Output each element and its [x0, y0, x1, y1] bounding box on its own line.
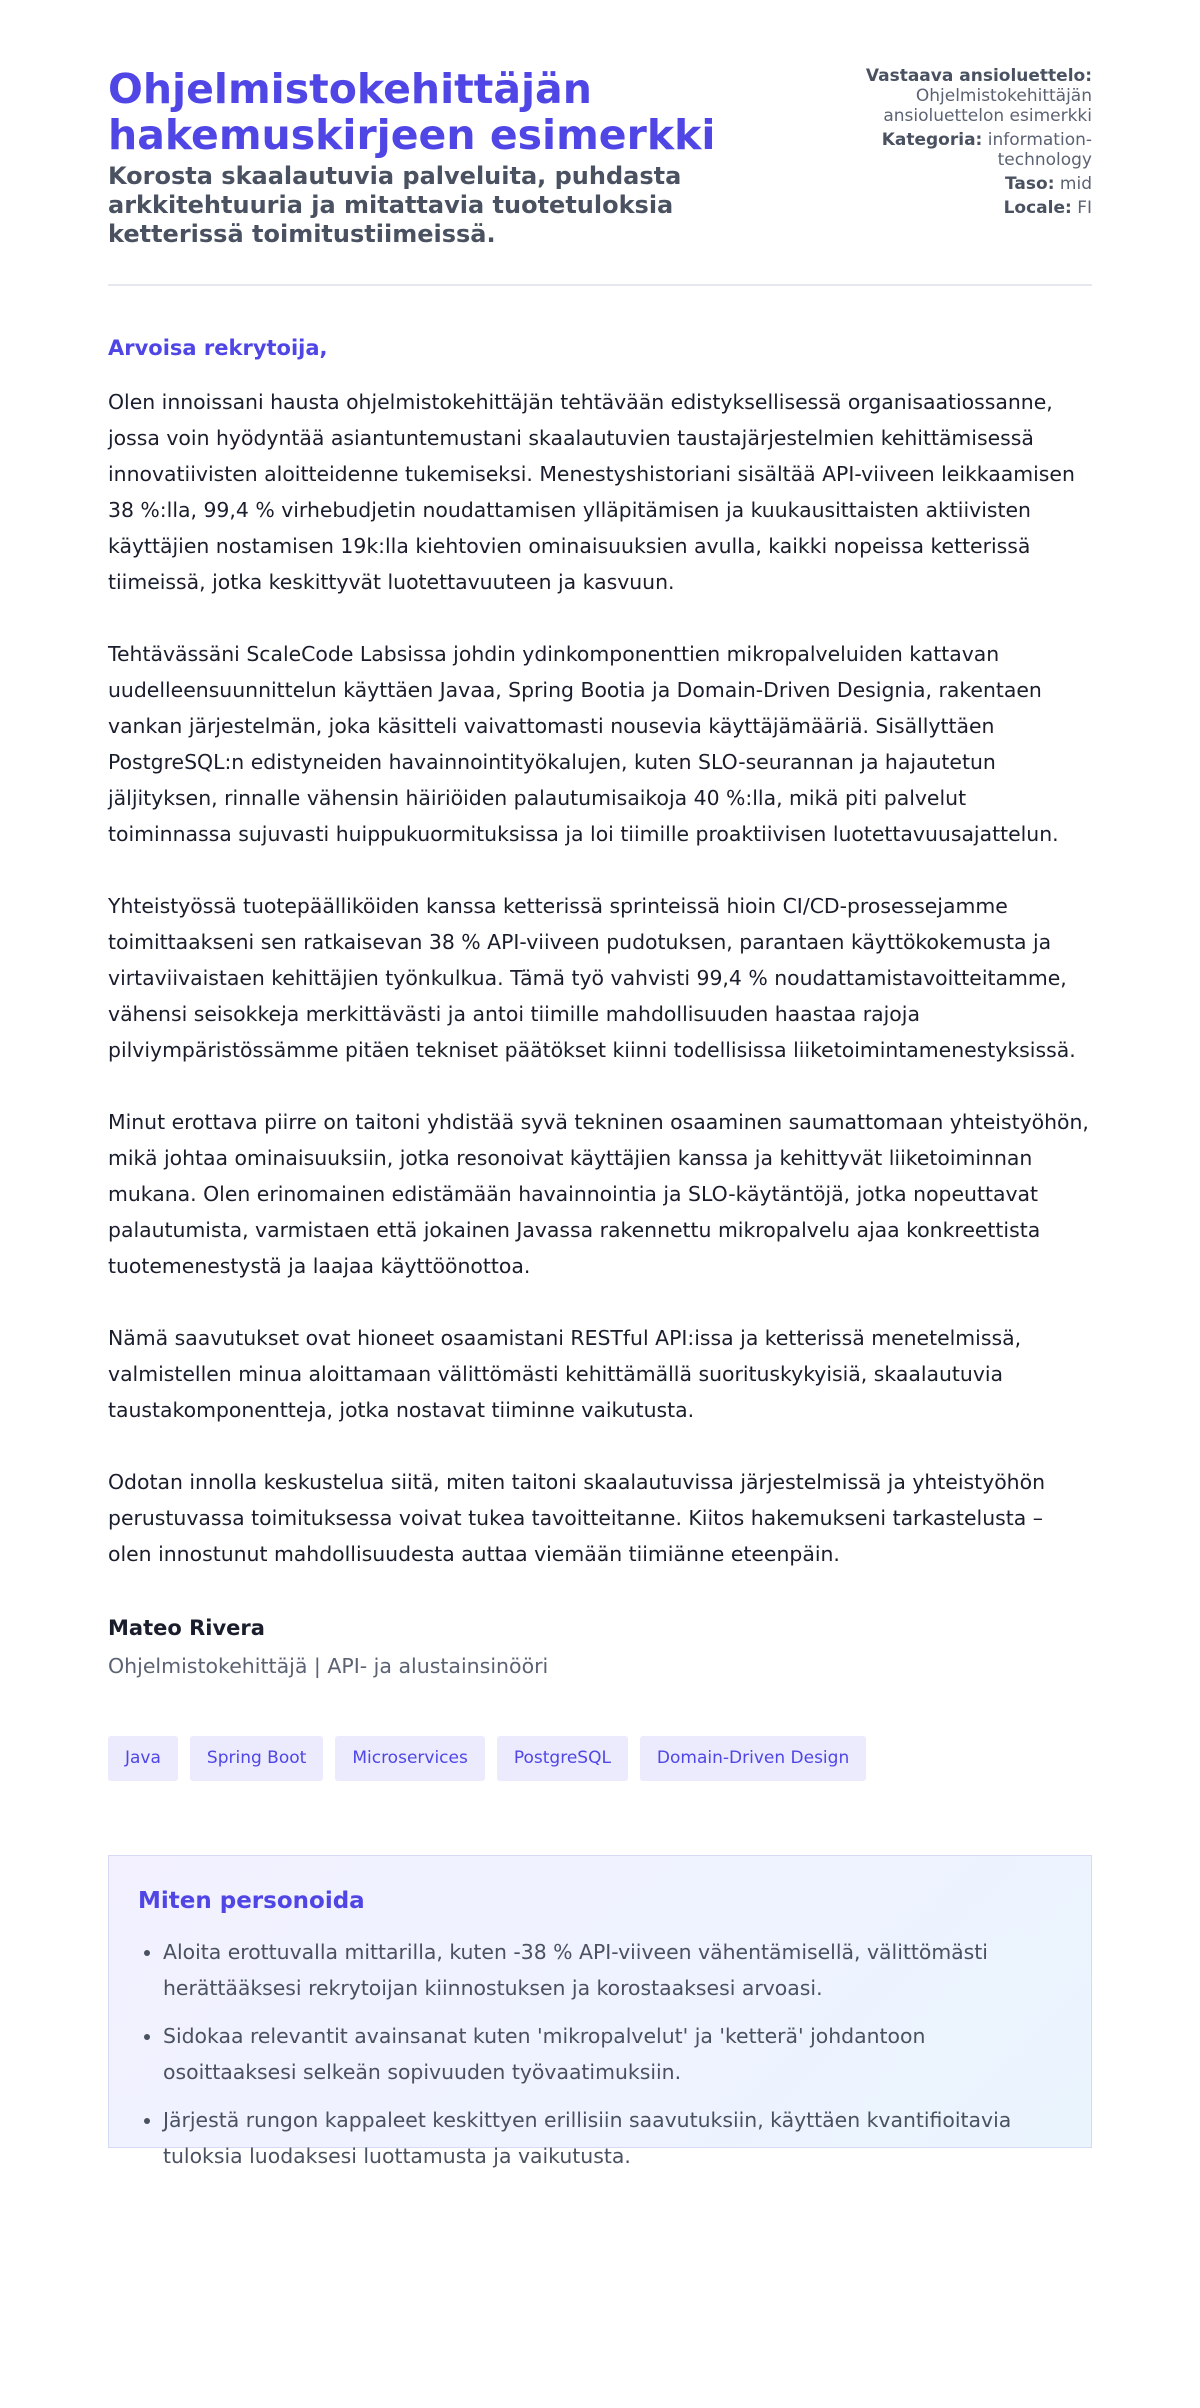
skill-tag: Domain-Driven Design — [640, 1736, 866, 1781]
page-header — [108, 0, 1092, 286]
meta-level — [832, 174, 1092, 194]
meta-value: mid — [1059, 174, 1092, 194]
skill-tag: PostgreSQL — [497, 1736, 628, 1781]
meta-key: Locale: — [1003, 198, 1072, 218]
meta-key: Taso: — [1005, 174, 1055, 194]
meta-key: Kategoria: — [881, 130, 983, 150]
letter-paragraph: Nämä saavutukset ovat hioneet osaamistani RESTful API:issa ja ketterissä menetelmissä, valmistellen minua aloittamaan välittömästi kehittämällä suorituskykyisiä, skaalautuvia taustakomponentteja, jotka nostavat tiiminne vaikutusta. — [108, 1326, 1022, 1422]
letter-paragraph: Minut erottava piirre on taitoni yhdistää syvä tekninen osaaminen saumattomaan yhteistyöhön, mikä johtaa ominaisuuksiin, jotka resonoivat käyttäjien kanssa ja kehittyvät liiketoiminnan mukana. Olen erinomainen edistämään havainnointia ja SLO-käytäntöjä, jotka nopeuttavat palautumista, varmistaen että jokainen Javassa rakennettu mikropalvelu ajaa konkreettista tuotemenestystä ja laajaa käyttöönottoa. — [108, 1110, 1089, 1278]
meta-value: information-technology — [987, 130, 1092, 170]
signature-name: Mateo Rivera — [108, 1616, 265, 1640]
skill-tag: Java — [108, 1736, 178, 1781]
meta-locale — [832, 198, 1092, 218]
page-title: Ohjelmistokehittäjän hakemuskirjeen esimerkki — [108, 65, 716, 159]
tips-list — [138, 1934, 1063, 2174]
tip-item: • Aloita erottuvalla mittarilla, kuten -38 % API-viiveen vähentämisellä, välittömästi herättääksesi rekrytoijan kiinnostuksen ja korostaaksesi arvoasi. — [163, 1934, 1063, 2006]
letter-paragraph: Tehtävässäni ScaleCode Labsissa johdin ydinkomponenttien mikropalveluiden kattavan uudelleensuunnittelun käyttäen Javaa, Spring Bootia ja Domain-Driven Designia, rakentaen vankan järjestelmän, joka käsitteli vaivattomasti nousevia käyttäjämääriä. Sisällyttäen PostgreSQL:n edistyneiden havainnointityökalujen, kuten SLO-seurannan ja hajautetun jäljityksen, rinnalle vähensin häiriöiden palautumisaikoja 40 %:lla, mikä piti palvelut toiminnassa sujuvasti huippukuormituksissa ja loi tiimille proaktiivisen luotettavuusajattelun. — [108, 642, 1059, 846]
tip-item: • Järjestä rungon kappaleet keskittyen erillisiin saavutuksiin, käyttäen kvantifioitavia tuloksia luodaksesi luottamusta ja vaikutusta. — [163, 2102, 1063, 2174]
skill-tag: Microservices — [335, 1736, 485, 1781]
meta-related-resume — [832, 66, 1092, 126]
skill-tag: Spring Boot — [190, 1736, 323, 1781]
salutation: Arvoisa rekrytoija, — [108, 336, 328, 360]
tip-item: • Sidokaa relevantit avainsanat kuten 'mikropalvelut' ja 'ketterä' johdantoon osoittaaksesi selkeän sopivuuden työvaatimuksiin. — [163, 2018, 1063, 2090]
meta-category — [832, 130, 1092, 170]
skill-tags — [108, 1736, 1092, 1781]
meta-value: Ohjelmistokehittäjän ansioluettelon esimerkki — [883, 86, 1092, 126]
signature-role: Ohjelmistokehittäjä | API- ja alustainsinööri — [108, 1654, 549, 1678]
letter-paragraph: Yhteistyössä tuotepäälliköiden kanssa ketterissä sprinteissä hioin CI/CD-prosessejamme toimittaakseni sen ratkaisevan 38 % API-viiveen pudotuksen, parantaen käyttökokemusta ja virtaviivaistaen kehittäjien työnkulkua. Tämä työ vahvisti 99,4 % noudattamistavoitteitamme, vähensi seisokkeja merkittävästi ja antoi tiimille mahdollisuuden haastaa rajoja pilviympäristössämme pitäen tekniset päätökset kiinni todellisissa liiketoimintamenestyksissä. — [108, 894, 1076, 1062]
meta-key: Vastaava ansioluettelo: — [865, 66, 1092, 86]
page-subtitle: Korosta skaalautuvia palveluita, puhdasta arkkitehtuuria ja mitattavia tuotetuloksia ketterissä toimitustiimeissä. — [108, 162, 682, 248]
signature — [108, 1614, 1092, 1680]
letter-body — [108, 286, 1092, 2168]
cover-letter-page — [108, 0, 1092, 2168]
meta-panel — [832, 66, 1092, 222]
letter-paragraph: Olen innoissani hausta ohjelmistokehittäjän tehtävään edistyksellisessä organisaatiossanne, jossa voin hyödyntää asiantuntemustani skaalautuvien taustajärjestelmien kehittämisessä innovatiivisten aloitteidenne tukemiseksi. Menestyshistoriani sisältää API-viiveen leikkaamisen 38 %:lla, 99,4 % virhebudjetin noudattamisen ylläpitämisen ja kuukausittaisten aktiivisten käyttäjien nostamisen 19k:lla kiehtovien ominaisuuksien avulla, kaikki nopeissa ketterissä tiimeissä, jotka keskittyvät luotettavuuteen ja kasvuun. — [108, 390, 1075, 594]
letter-paragraph: Odotan innolla keskustelua siitä, miten taitoni skaalautuvissa järjestelmissä ja yhteistyöhön perustuvassa toimituksessa voivat tukea tavoitteitanne. Kiitos hakemukseni tarkastelusta – olen innostunut mahdollisuudesta auttaa viemään tiimiänne eteenpäin. — [108, 1470, 1045, 1566]
personalization-tips — [108, 1855, 1092, 2168]
tips-title: Miten personoida — [138, 1888, 365, 1914]
meta-value: FI — [1077, 198, 1092, 218]
